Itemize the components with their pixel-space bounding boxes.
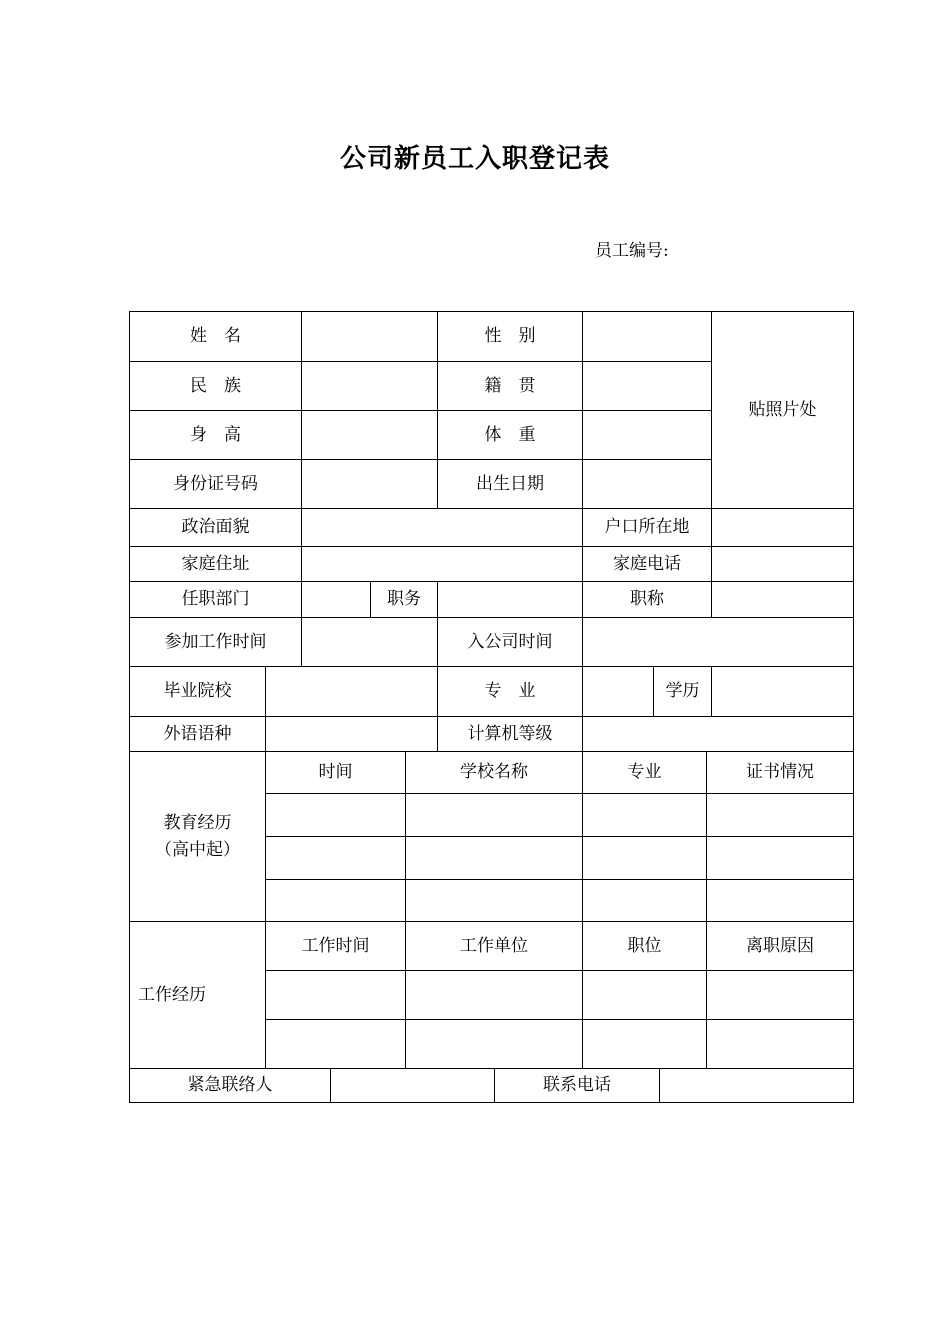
work-row-cell[interactable] xyxy=(706,1019,854,1069)
education-row-cell[interactable] xyxy=(706,793,854,837)
work-row-cell[interactable] xyxy=(582,1019,707,1069)
education-row-cell[interactable] xyxy=(582,879,707,922)
id-number-label: 身份证号码 xyxy=(129,459,302,509)
join-company-time-field[interactable] xyxy=(582,617,854,667)
gender-label: 性 别 xyxy=(437,311,583,362)
work-row-cell[interactable] xyxy=(582,970,707,1020)
graduate-school-label: 毕业院校 xyxy=(129,666,266,717)
hukou-location-field[interactable] xyxy=(711,508,854,547)
department-field[interactable] xyxy=(301,581,371,618)
work-row-cell[interactable] xyxy=(265,1019,406,1069)
education-header: 时间 xyxy=(265,751,406,794)
hukou-location-label: 户口所在地 xyxy=(582,508,712,547)
department-label: 任职部门 xyxy=(129,581,302,618)
work-header: 职位 xyxy=(582,921,707,971)
political-status-field[interactable] xyxy=(301,508,583,547)
education-row-cell[interactable] xyxy=(265,836,406,880)
ethnicity-label: 民 族 xyxy=(129,361,302,411)
emergency-contact-label: 紧急联络人 xyxy=(129,1068,331,1103)
job-title-field[interactable] xyxy=(711,581,854,618)
education-header: 证书情况 xyxy=(706,751,854,794)
native-place-field[interactable] xyxy=(582,361,712,411)
education-row-cell[interactable] xyxy=(265,793,406,837)
work-header: 离职原因 xyxy=(706,921,854,971)
education-row-cell[interactable] xyxy=(405,836,583,880)
education-history-label: 教育经历 （高中起） xyxy=(129,751,266,922)
home-phone-field[interactable] xyxy=(711,546,854,582)
education-row-cell[interactable] xyxy=(405,793,583,837)
major-label: 专 业 xyxy=(437,666,583,717)
work-header: 工作单位 xyxy=(405,921,583,971)
id-number-field[interactable] xyxy=(301,459,438,509)
major-field[interactable] xyxy=(582,666,654,717)
work-row-cell[interactable] xyxy=(405,1019,583,1069)
work-start-time-label: 参加工作时间 xyxy=(129,617,302,667)
birth-date-field[interactable] xyxy=(582,459,712,509)
home-address-field[interactable] xyxy=(301,546,583,582)
graduate-school-field[interactable] xyxy=(265,666,438,717)
work-row-cell[interactable] xyxy=(706,970,854,1020)
gender-field[interactable] xyxy=(582,311,712,362)
foreign-language-label: 外语语种 xyxy=(129,716,266,752)
education-header: 学校名称 xyxy=(405,751,583,794)
education-row-cell[interactable] xyxy=(265,879,406,922)
employee-number-label: 员工编号: xyxy=(595,241,669,261)
duty-label: 职务 xyxy=(370,581,438,618)
name-label: 姓 名 xyxy=(129,311,302,362)
name-field[interactable] xyxy=(301,311,438,362)
home-address-label: 家庭住址 xyxy=(129,546,302,582)
height-label: 身 高 xyxy=(129,410,302,460)
computer-level-field[interactable] xyxy=(582,716,854,752)
height-field[interactable] xyxy=(301,410,438,460)
education-level-field[interactable] xyxy=(711,666,854,717)
home-phone-label: 家庭电话 xyxy=(582,546,712,582)
duty-field[interactable] xyxy=(437,581,583,618)
education-row-cell[interactable] xyxy=(405,879,583,922)
foreign-language-field[interactable] xyxy=(265,716,438,752)
birth-date-label: 出生日期 xyxy=(437,459,583,509)
work-header: 工作时间 xyxy=(265,921,406,971)
political-status-label: 政治面貌 xyxy=(129,508,302,547)
photo-placeholder[interactable]: 贴照片处 xyxy=(711,311,854,509)
education-row-cell[interactable] xyxy=(706,879,854,922)
work-start-time-field[interactable] xyxy=(301,617,438,667)
education-row-cell[interactable] xyxy=(706,836,854,880)
education-level-label: 学历 xyxy=(653,666,712,717)
computer-level-label: 计算机等级 xyxy=(437,716,583,752)
work-row-cell[interactable] xyxy=(405,970,583,1020)
contact-phone-field[interactable] xyxy=(659,1068,854,1103)
education-header: 专业 xyxy=(582,751,707,794)
weight-field[interactable] xyxy=(582,410,712,460)
work-history-label: 工作经历 xyxy=(129,921,266,1069)
form-title: 公司新员工入职登记表 xyxy=(339,144,610,174)
join-company-time-label: 入公司时间 xyxy=(437,617,583,667)
education-row-cell[interactable] xyxy=(582,836,707,880)
work-row-cell[interactable] xyxy=(265,970,406,1020)
weight-label: 体 重 xyxy=(437,410,583,460)
emergency-contact-field[interactable] xyxy=(330,1068,495,1103)
job-title-label: 职称 xyxy=(582,581,712,618)
native-place-label: 籍 贯 xyxy=(437,361,583,411)
contact-phone-label: 联系电话 xyxy=(494,1068,660,1103)
education-row-cell[interactable] xyxy=(582,793,707,837)
ethnicity-field[interactable] xyxy=(301,361,438,411)
